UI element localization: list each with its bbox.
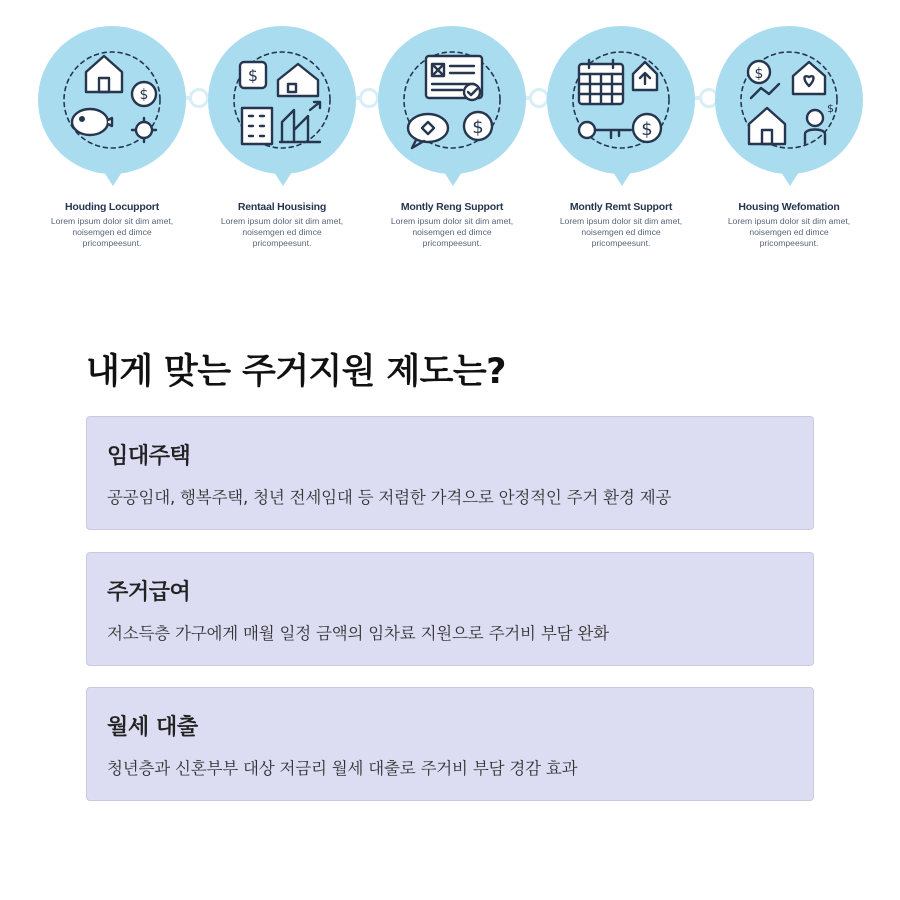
step-title: Housing Wefomation xyxy=(738,201,840,213)
svg-text:$: $ xyxy=(472,117,484,138)
rental-building-icon xyxy=(222,40,342,160)
connector-knot xyxy=(359,88,379,108)
step-bubble xyxy=(38,26,186,174)
step-title: Rentaal Housising xyxy=(237,201,327,213)
card-title: 주거급여 xyxy=(107,580,191,605)
step-bubble xyxy=(378,26,526,174)
card-description: 저소득층 가구에게 매월 일정 금액의 임차료 지원으로 주거비 부담 완화 xyxy=(107,624,609,643)
step-description: Lorem ipsum dolor sit dim amet, noisemgen ed dimce pricompeesunt. xyxy=(559,216,683,248)
step-title: Montly Reng Support xyxy=(400,201,504,213)
housing-info-icon xyxy=(729,40,849,160)
monthly-payment-icon xyxy=(392,40,512,160)
step-title: Houding Locupport xyxy=(65,201,159,213)
support-card-monthly-rent-loan xyxy=(86,687,814,801)
svg-text:$: $ xyxy=(754,66,764,82)
infographic-step xyxy=(207,26,357,246)
infographic-step xyxy=(546,26,696,246)
house-savings-icon xyxy=(52,40,172,160)
step-description: Lorem ipsum dolor sit dim amet, noisemgen ed dimce pricompeesunt. xyxy=(390,216,514,248)
card-title: 월세 대출 xyxy=(107,715,198,740)
svg-text:$: $ xyxy=(139,87,149,103)
step-bubble xyxy=(208,26,356,174)
infographic-strip xyxy=(0,0,900,250)
svg-text:$: $ xyxy=(827,102,834,115)
calendar-key-icon xyxy=(561,40,681,160)
step-description: Lorem ipsum dolor sit dim amet, noisemgen ed dimce pricompeesunt. xyxy=(50,216,174,248)
infographic-step xyxy=(714,26,864,246)
support-card-housing-benefit xyxy=(86,552,814,666)
step-description: Lorem ipsum dolor sit dim amet, noisemgen ed dimce pricompeesunt. xyxy=(220,216,344,248)
page-title: 내게 맞는 주거지원 제도는? xyxy=(86,352,506,392)
card-description: 공공임대, 행복주택, 청년 전세임대 등 저렴한 가격으로 안정적인 주거 환경 제공 xyxy=(107,488,672,507)
step-description: Lorem ipsum dolor sit dim amet, noisemgen ed dimce pricompeesunt. xyxy=(727,216,851,248)
infographic-step xyxy=(377,26,527,246)
svg-text:$: $ xyxy=(641,119,653,140)
support-card-rental-housing xyxy=(86,416,814,530)
card-title: 임대주택 xyxy=(107,444,191,469)
step-title: Montly Remt Support xyxy=(569,201,673,213)
step-bubble xyxy=(547,26,695,174)
card-description: 청년층과 신혼부부 대상 저금리 월세 대출로 주거비 부담 경감 효과 xyxy=(107,759,578,778)
connector-knot xyxy=(189,88,209,108)
svg-text:$: $ xyxy=(247,66,259,85)
infographic-step xyxy=(37,26,187,246)
step-bubble xyxy=(715,26,863,174)
